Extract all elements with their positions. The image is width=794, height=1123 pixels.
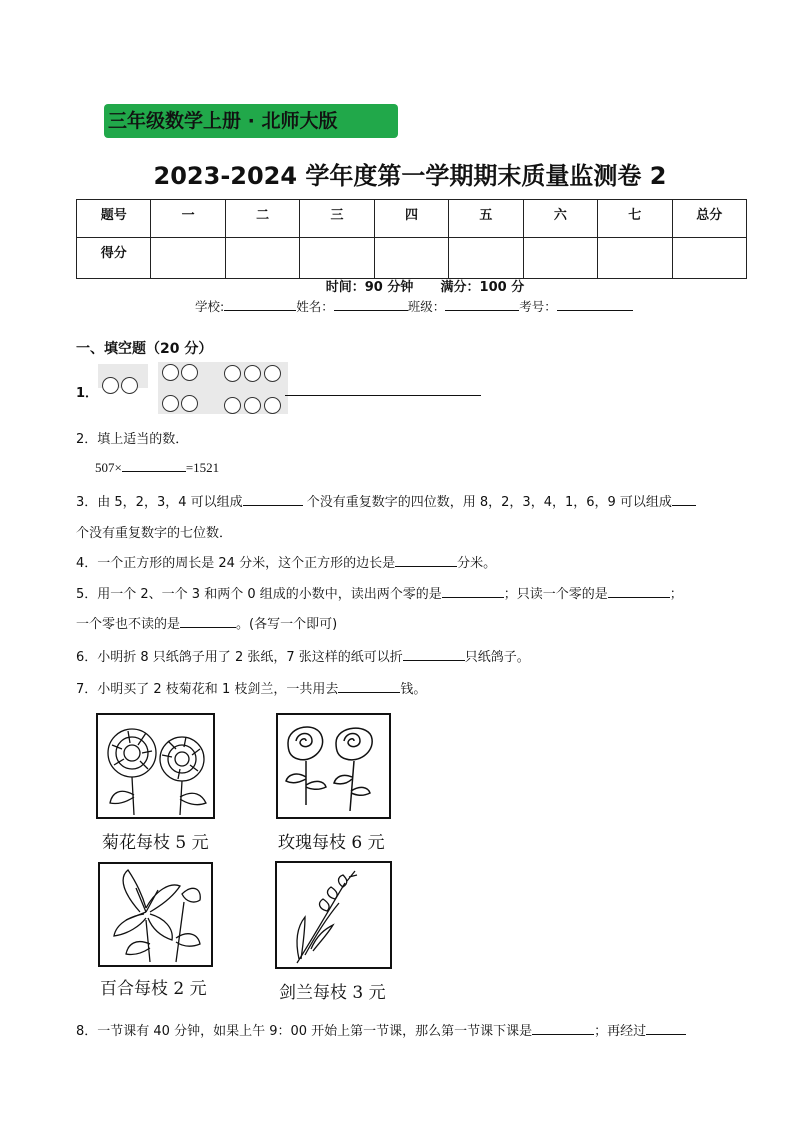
q6-text-a: 6．小明折 8 只纸鸽子用了 2 张纸，7 张这样的纸可以折 — [76, 650, 403, 665]
chrysanthemum-icon — [96, 713, 215, 819]
score-cell[interactable] — [374, 238, 448, 279]
q2-expression — [95, 459, 219, 476]
q5-text-e: 。(各写一个即可) — [236, 617, 338, 632]
q3-answer-field-1[interactable] — [243, 493, 303, 506]
exam-title: 2023-2024 学年度第一学期期末质量监测卷 2 — [153, 162, 667, 190]
q2-answer-field[interactable] — [122, 459, 186, 472]
circle-icon — [264, 365, 281, 382]
score-cell[interactable] — [300, 238, 374, 279]
q3-text-b: 个没有重复数字的四位数，用 8，2，3，4，1，6，9 可以组成 — [302, 495, 672, 510]
rose-icon — [276, 713, 391, 819]
circle-icon — [264, 397, 281, 414]
q7-answer-field[interactable] — [338, 680, 400, 693]
cell-q3: 三 — [300, 200, 374, 238]
time-text: 时间：90 分钟 — [325, 280, 414, 295]
q8-answer-field-1[interactable] — [532, 1022, 594, 1035]
q7-line — [76, 678, 426, 697]
q5-line1 — [76, 583, 683, 602]
q4-answer-field[interactable] — [395, 554, 457, 567]
school-label: 学校: — [195, 299, 225, 314]
q5-text-c: ； — [669, 587, 683, 602]
name-label: 姓名： — [296, 299, 334, 314]
school-field[interactable] — [224, 298, 296, 311]
cell-q6: 六 — [523, 200, 597, 238]
chrysanthemum-caption: 菊花每枝 5 元 — [102, 833, 209, 853]
q8-line — [76, 1020, 686, 1039]
q2-text: 2．填上适当的数． — [76, 432, 189, 447]
circle-icon — [181, 395, 198, 412]
circle-icon — [224, 397, 241, 414]
class-label: 班级： — [407, 299, 446, 314]
q7-text-b: 钱。 — [400, 682, 427, 697]
lily-caption: 百合每枝 2 元 — [100, 979, 207, 999]
q1-number: 1． — [76, 386, 99, 401]
q3-line2: 个没有重复数字的七位数． — [76, 526, 233, 541]
cell-score-label: 得分 — [77, 238, 151, 279]
lily-icon — [98, 862, 213, 967]
rose-caption: 玫瑰每枝 6 元 — [278, 833, 385, 853]
q1-answer-field[interactable] — [285, 395, 481, 396]
name-field[interactable] — [334, 298, 408, 311]
q2-expr-right: =1521 — [185, 460, 220, 475]
circle-icon — [181, 364, 198, 381]
score-table — [76, 199, 747, 279]
q5-text-a: 5．用一个 2、一个 3 和两个 0 组成的小数中，读出两个零的是 — [76, 587, 442, 602]
q8-answer-field-2[interactable] — [646, 1022, 686, 1035]
circle-icon — [162, 364, 179, 381]
q5-line2 — [76, 613, 337, 632]
score-table-header-row — [77, 200, 747, 238]
score-table-score-row — [77, 238, 747, 279]
q6-answer-field[interactable] — [403, 648, 465, 661]
circle-icon — [102, 377, 119, 394]
score-cell[interactable] — [449, 238, 523, 279]
q8-text-b: ；再经过 — [594, 1024, 647, 1039]
q5-answer-field-2[interactable] — [608, 585, 670, 598]
grade-badge: 三年级数学上册 · 北师大版 — [104, 104, 398, 138]
gladiolus-caption: 剑兰每枝 3 元 — [279, 983, 386, 1003]
circle-icon — [162, 395, 179, 412]
q3-text-a: 3．由 5，2，3，4 可以组成 — [76, 495, 243, 510]
q4-line — [76, 552, 496, 571]
number-label: 考号： — [519, 299, 557, 314]
q4-text-a: 4．一个正方形的周长是 24 分米，这个正方形的边长是 — [76, 556, 396, 571]
gladiolus-icon — [275, 861, 392, 969]
full-score-text: 满分：100 分 — [440, 280, 525, 295]
cell-total: 总分 — [672, 200, 747, 238]
circle-icon — [244, 397, 261, 414]
q5-answer-field-3[interactable] — [180, 615, 236, 628]
q2-expr-left: 507× — [95, 460, 122, 475]
score-cell[interactable] — [672, 238, 747, 279]
q6-line — [76, 646, 530, 665]
q5-text-d: 一个零也不读的是 — [76, 617, 181, 632]
q3-line1 — [76, 491, 696, 510]
score-cell[interactable] — [523, 238, 597, 279]
cell-q5: 五 — [449, 200, 523, 238]
cell-q1: 一 — [151, 200, 225, 238]
q8-text-a: 8．一节课有 40 分钟，如果上午 9：00 开始上第一节课，那么第一节课下课是 — [76, 1024, 533, 1039]
score-cell[interactable] — [598, 238, 672, 279]
q6-text-b: 只纸鸽子。 — [464, 650, 530, 665]
score-cell[interactable] — [151, 238, 225, 279]
circle-icon — [244, 365, 261, 382]
score-cell[interactable] — [225, 238, 299, 279]
q5-text-b: ；只读一个零的是 — [503, 587, 608, 602]
number-field[interactable] — [557, 298, 633, 311]
q7-text-a: 7．小明买了 2 枝菊花和 1 枝剑兰，一共用去 — [76, 682, 339, 697]
circle-icon — [224, 365, 241, 382]
q5-answer-field-1[interactable] — [442, 585, 504, 598]
q3-answer-field-2[interactable] — [672, 493, 696, 506]
circle-icon — [121, 377, 138, 394]
cell-q2: 二 — [225, 200, 299, 238]
student-info-line — [195, 297, 633, 315]
cell-header-label: 题号 — [77, 200, 151, 238]
cell-q7: 七 — [598, 200, 672, 238]
section1-heading: 一、填空题（20 分） — [76, 341, 213, 357]
q4-text-b: 分米。 — [457, 556, 497, 571]
exam-time-info — [0, 276, 794, 295]
class-field[interactable] — [445, 298, 519, 311]
cell-q4: 四 — [374, 200, 448, 238]
